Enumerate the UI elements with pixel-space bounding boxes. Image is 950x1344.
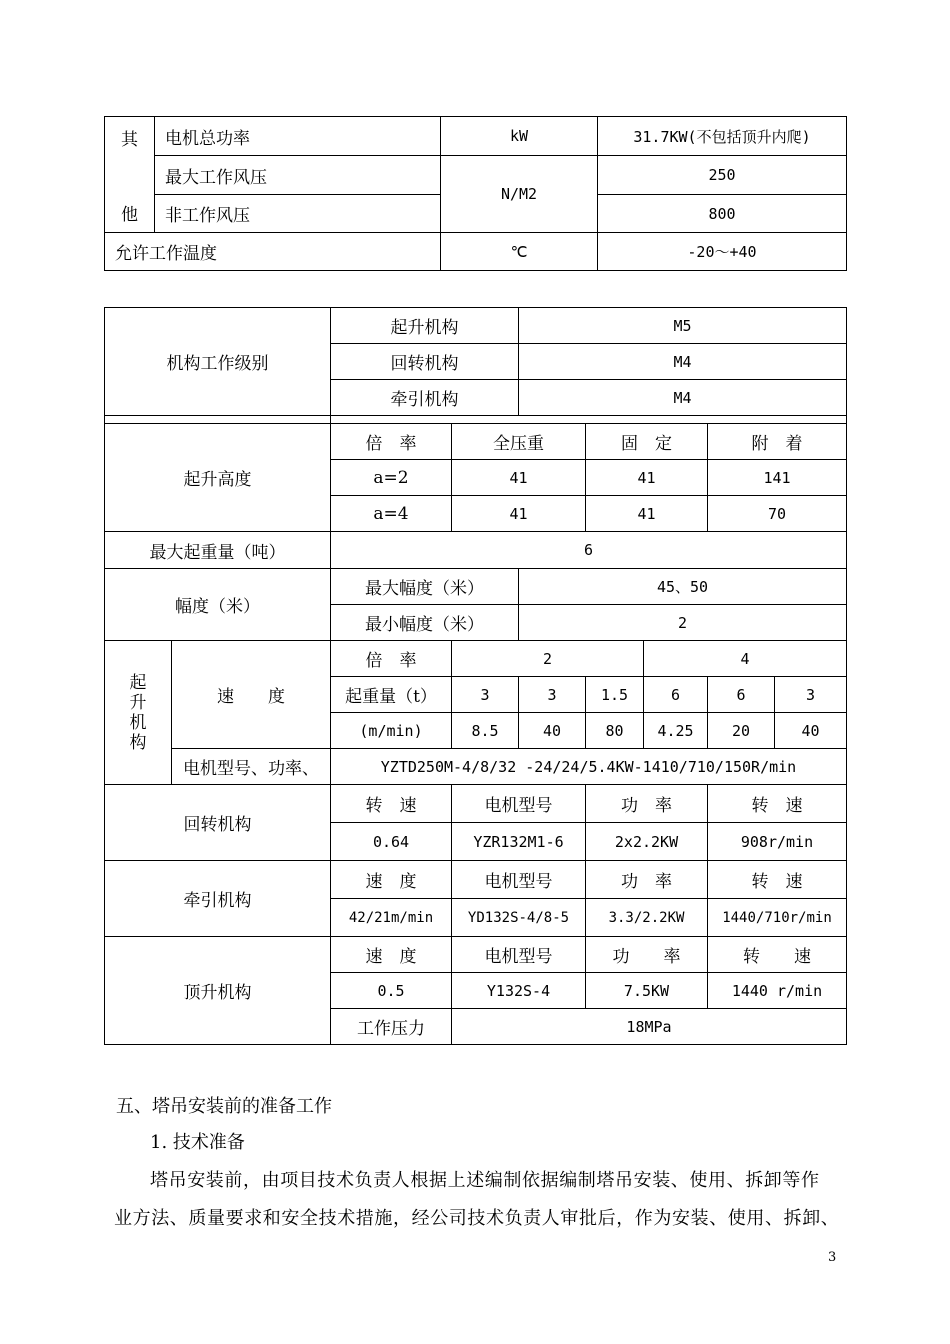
climb-cell: 1440 r/min: [708, 973, 847, 1009]
temp-label: 允许工作温度: [105, 233, 441, 271]
other-label-2: 他: [121, 204, 138, 225]
page-number: 3: [828, 1250, 837, 1265]
lift-height-label: 起升高度: [105, 424, 331, 532]
non-work-wind-label: 非工作风压: [155, 195, 441, 233]
hoist-speed-cell: 4.25: [644, 713, 708, 749]
hoist-load-cell: 3: [775, 677, 847, 713]
trolley-header: 功 率: [586, 861, 708, 899]
spec-table-mechanisms: [104, 307, 847, 1045]
trolley-header: 速 度: [331, 861, 452, 899]
hoist-speed-cell: 8.5: [452, 713, 519, 749]
hoist-speed-unit: (m/min): [331, 713, 452, 749]
range-min-label: 最小幅度（米）: [331, 605, 519, 641]
slew-header: 转 速: [331, 785, 452, 823]
trolley-cell: 3.3/2.2KW: [586, 899, 708, 937]
hoist-ratio-value: 2: [452, 641, 644, 677]
slew-cell: 0.64: [331, 823, 452, 861]
wind-unit: N/M2: [441, 156, 598, 233]
mech-class-trolley-value: M4: [519, 380, 847, 416]
lift-height-cell: 70: [708, 496, 847, 532]
lift-height-header: 倍 率: [331, 424, 452, 460]
max-load-label: 最大起重量（吨）: [105, 532, 331, 569]
hoist-speed-label: 速 度: [172, 641, 331, 749]
sub-title: 1. 技术准备: [150, 1132, 245, 1153]
trolley-label: 牵引机构: [105, 861, 331, 937]
hoist-speed-cell: 40: [519, 713, 586, 749]
lift-height-cell: a=4: [331, 496, 452, 532]
mech-class-label: 机构工作级别: [105, 308, 331, 416]
climb-header: 电机型号: [452, 937, 586, 973]
climb-cell: Y132S-4: [452, 973, 586, 1009]
hoist-speed-cell: 80: [586, 713, 644, 749]
mech-class-hoist-value: M5: [519, 308, 847, 344]
hoist-load-label: 起重量（t）: [331, 677, 452, 713]
total-power-unit: kW: [441, 117, 598, 156]
climb-cell: 7.5KW: [586, 973, 708, 1009]
lift-height-cell: 41: [452, 496, 586, 532]
lift-height-cell: 41: [586, 496, 708, 532]
section-title: 五、塔吊安装前的准备工作: [116, 1096, 332, 1117]
slew-header: 功 率: [586, 785, 708, 823]
range-min-value: 2: [519, 605, 847, 641]
hoist-load-cell: 6: [708, 677, 775, 713]
climb-header: 转 速: [708, 937, 847, 973]
range-label: 幅度（米）: [105, 569, 331, 641]
mech-class-trolley: 牵引机构: [331, 380, 519, 416]
hoist-mech-label: [105, 641, 172, 785]
hoist-speed-cell: 40: [775, 713, 847, 749]
paragraph-line: 业方法、质量要求和安全技术措施，经公司技术负责人审批后，作为安装、使用、拆卸、: [114, 1208, 840, 1229]
slew-header: 转 速: [708, 785, 847, 823]
spacer-cell: [105, 416, 331, 424]
slew-cell: 908r/min: [708, 823, 847, 861]
hoist-speed-cell: 20: [708, 713, 775, 749]
lift-height-cell: 41: [452, 460, 586, 496]
climb-pressure-value: 18MPa: [452, 1009, 847, 1045]
max-load-value: 6: [331, 532, 847, 569]
slew-header: 电机型号: [452, 785, 586, 823]
mech-class-slew-value: M4: [519, 344, 847, 380]
climb-header: 速 度: [331, 937, 452, 973]
lift-height-cell: a=2: [331, 460, 452, 496]
hoist-mech-char: 构: [129, 732, 147, 753]
climb-pressure-label: 工作压力: [331, 1009, 452, 1045]
hoist-ratio-label: 倍 率: [331, 641, 452, 677]
trolley-cell: YD132S-4/8-5: [452, 899, 586, 937]
slew-label: 回转机构: [105, 785, 331, 861]
other-label-1: 其: [121, 129, 138, 150]
mech-class-hoist: 起升机构: [331, 308, 519, 344]
hoist-load-cell: 3: [519, 677, 586, 713]
trolley-header: 电机型号: [452, 861, 586, 899]
temp-unit: ℃: [441, 233, 598, 271]
hoist-load-cell: 3: [452, 677, 519, 713]
hoist-load-cell: 1.5: [586, 677, 644, 713]
temp-value: -20～+40: [598, 233, 847, 271]
total-power-label: 电机总功率: [155, 117, 441, 156]
hoist-mech-char: 机: [129, 712, 147, 733]
hoist-mech-char: 起: [129, 672, 147, 693]
spacer-cell: [331, 416, 847, 424]
mech-class-slew: 回转机构: [331, 344, 519, 380]
lift-height-cell: 41: [586, 460, 708, 496]
max-wind-value: 250: [598, 156, 847, 195]
max-wind-label: 最大工作风压: [155, 156, 441, 195]
hoist-motor-value: YZTD250M-4/8/32 -24/24/5.4KW-1410/710/150R/min: [331, 749, 847, 785]
other-label: [105, 117, 155, 233]
climb-label: 顶升机构: [105, 937, 331, 1045]
spec-table-other: [104, 116, 847, 271]
range-max-label: 最大幅度（米）: [331, 569, 519, 605]
range-max-value: 45、50: [519, 569, 847, 605]
paragraph-line: 塔吊安装前，由项目技术负责人根据上述编制依据编制塔吊安装、使用、拆卸等作: [150, 1170, 820, 1191]
trolley-cell: 1440/710r/min: [708, 899, 847, 937]
total-power-value: 31.7KW(不包括顶升内爬): [598, 117, 847, 156]
hoist-motor-label: 电机型号、功率、: [172, 749, 331, 785]
lift-height-header: 全压重: [452, 424, 586, 460]
hoist-ratio-value: 4: [644, 641, 847, 677]
non-work-wind-value: 800: [598, 195, 847, 233]
slew-cell: YZR132M1-6: [452, 823, 586, 861]
lift-height-cell: 141: [708, 460, 847, 496]
climb-cell: 0.5: [331, 973, 452, 1009]
climb-header: 功 率: [586, 937, 708, 973]
hoist-mech-char: 升: [129, 692, 147, 713]
lift-height-header: 固 定: [586, 424, 708, 460]
trolley-cell: 42/21m/min: [331, 899, 452, 937]
hoist-load-cell: 6: [644, 677, 708, 713]
trolley-header: 转 速: [708, 861, 847, 899]
slew-cell: 2x2.2KW: [586, 823, 708, 861]
lift-height-header: 附 着: [708, 424, 847, 460]
